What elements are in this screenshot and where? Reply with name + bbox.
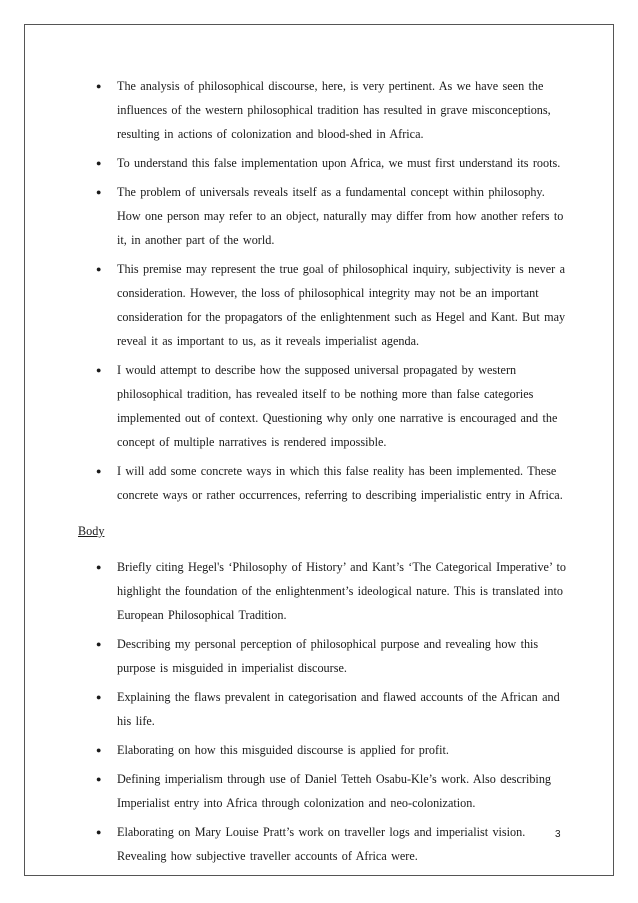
list-item-text: I will add some concrete ways in which this false reality has been implemented. These concrete ways or rather occurrences, referring to describing imperialistic entry in Africa. (117, 464, 563, 502)
list-item (78, 738, 572, 762)
list-item-text: Elaborating on Mary Louise Pratt’s work on traveller logs and imperialist vision. Revealing how subjective traveller accounts of Africa were. (117, 825, 526, 863)
list-item (78, 74, 572, 146)
bullet-icon: ● (96, 187, 102, 197)
page-number: 3 (555, 829, 561, 840)
list-item-text: Elaborating on how this misguided discourse is applied for profit. (117, 743, 449, 757)
bullet-icon: ● (96, 264, 102, 274)
body-bullet-list (78, 555, 572, 868)
document-body (78, 74, 572, 873)
list-item-text: Briefly citing Hegel's ‘Philosophy of History’ and Kant’s ‘The Categorical Imperative’ to highlight the foundation of the enlightenment’s ideological nature. This is translated into European Philosophical Tradition. (117, 560, 566, 622)
bullet-icon: ● (96, 692, 102, 702)
list-item-text: Explaining the flaws prevalent in categorisation and flawed accounts of the African and his life. (117, 690, 560, 728)
list-item (78, 257, 572, 353)
body-section-heading: Body (78, 524, 105, 538)
list-item-text: This premise may represent the true goal of philosophical inquiry, subjectivity is never a consideration. However, the loss of philosophical integrity may not be an important consideration for the propagators of the enlightenment such as Hegel and Kant. But may reveal it as important to us, as it reveals imperialist agenda. (117, 262, 566, 348)
list-item (78, 820, 572, 868)
bullet-icon: ● (96, 774, 102, 784)
bullet-icon: ● (96, 81, 102, 91)
list-item (78, 632, 572, 680)
list-item (78, 180, 572, 252)
list-item (78, 685, 572, 733)
list-item-text: The problem of universals reveals itself as a fundamental concept within philosophy. How one person may refer to an object, naturally may differ from how another refers to it, in another part of the world. (117, 185, 564, 247)
list-item (78, 767, 572, 815)
list-item-text: Describing my personal perception of philosophical purpose and revealing how this purpose is misguided in imperialist discourse. (117, 637, 539, 675)
list-item-text: The analysis of philosophical discourse, here, is very pertinent. As we have seen the influences of the western philosophical tradition has resulted in grave misconceptions, resulting in actions of colonization and blood-shed in Africa. (117, 79, 551, 141)
list-item (78, 459, 572, 507)
bullet-icon: ● (96, 745, 102, 755)
bullet-icon: ● (96, 466, 102, 476)
intro-bullet-list (78, 74, 572, 507)
bullet-icon: ● (96, 827, 102, 837)
list-item-text: To understand this false implementation upon Africa, we must first understand its roots. (117, 156, 561, 170)
bullet-icon: ● (96, 158, 102, 168)
list-item-text: Defining imperialism through use of Daniel Tetteh Osabu-Kle’s work. Also describing Imperialist entry into Africa through colonization and neo-colonization. (117, 772, 552, 810)
bullet-icon: ● (96, 365, 102, 375)
bullet-icon: ● (96, 562, 102, 572)
list-item (78, 358, 572, 454)
list-item-text: I would attempt to describe how the supposed universal propagated by western philosophical tradition, has revealed itself to be nothing more than false categories implemented out of context. Questioning why only one narrative is encouraged and the concept of multiple narratives is rendered impossible. (117, 363, 558, 449)
list-item (78, 151, 572, 175)
bullet-icon: ● (96, 639, 102, 649)
list-item (78, 555, 572, 627)
